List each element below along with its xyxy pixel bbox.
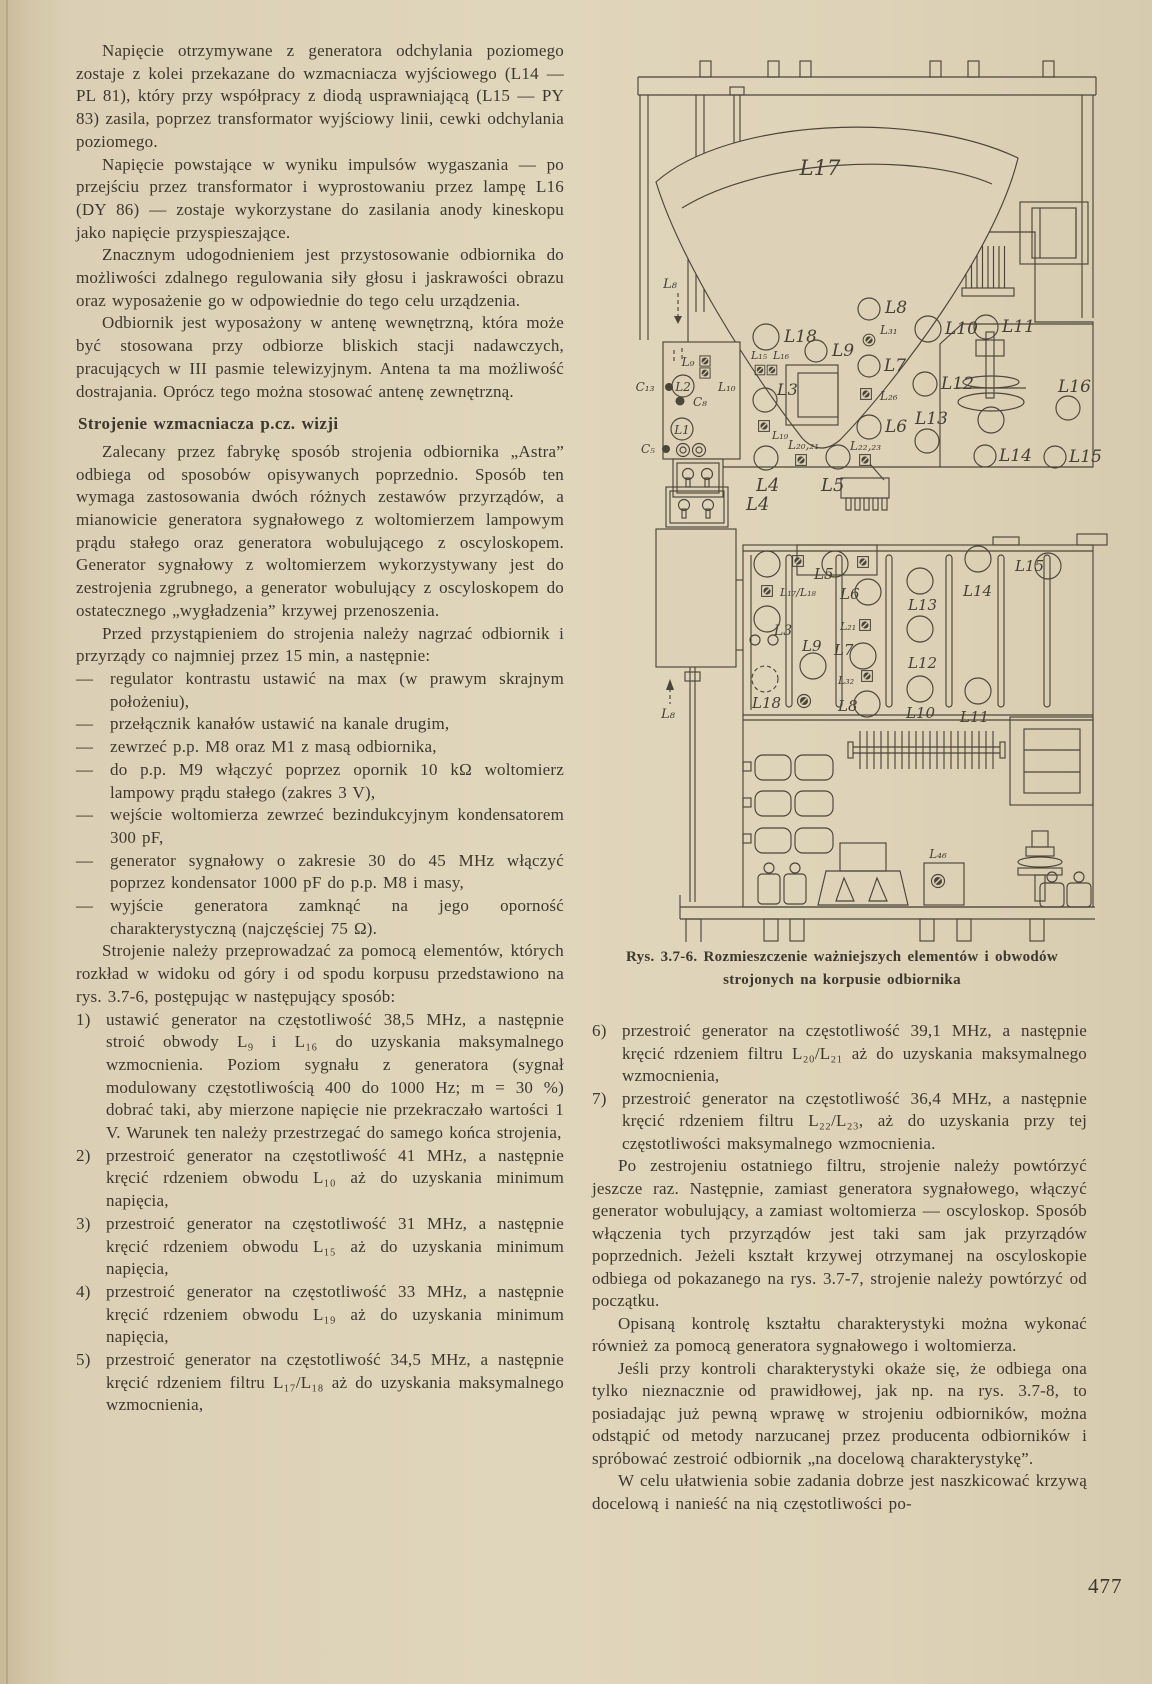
component-label: L₁₇/L₁₈ — [780, 586, 816, 599]
paragraph: W celu ułatwienia sobie zadania dobrze jest naszkicować krzywą docelową i nanieść na nią częstotliwości po- — [592, 1471, 1087, 1513]
component-label: L3 — [777, 380, 798, 399]
list-marker: 5) — [76, 1350, 91, 1370]
page-number: 477 — [1088, 1574, 1123, 1598]
component-label: L9 — [802, 637, 822, 655]
paragraph-group-right — [592, 1155, 1087, 1515]
component-label: L13 — [915, 409, 948, 429]
figure-rys-3-7-6 — [588, 50, 1110, 942]
paragraph: Strojenie należy przeprowadzać za pomocą elementów, których rozkład w widoku od góry i od spodu korpusu przedstawiono na rys. 3.7-6, postępując w następujący sposób: — [76, 941, 564, 1006]
component-label: L10 — [945, 319, 978, 339]
list-item — [76, 1213, 564, 1281]
list-text: przestroić generator na częstotliwość 31 MHz, a następnie kręcić rdzeniem obwodu L₁₅ aż do uzyskania minimum napięcia, — [106, 1213, 564, 1279]
list-text: regulator kontrastu ustawić na max (w prawym skrajnym położeniu), — [110, 668, 564, 711]
chassis-diagram — [588, 50, 1110, 942]
list-text: przestroić generator na częstotliwość 33 MHz, a następnie kręcić rdzeniem obwodu L₁₉ aż do uzyskania minimum napięcia, — [106, 1281, 564, 1347]
list-item — [76, 1281, 564, 1349]
component-label: L5 — [814, 565, 834, 583]
component-label: L14 — [999, 446, 1032, 466]
list-marker: — — [76, 850, 94, 870]
component-label: L12 — [941, 374, 974, 394]
list-marker: — — [76, 714, 94, 734]
component-label: L15 — [1069, 447, 1102, 467]
component-label: L1 — [674, 423, 690, 437]
component-label: L₈ — [661, 707, 675, 722]
component-label: L13 — [908, 596, 938, 614]
component-label: L₁₆ — [773, 349, 790, 362]
component-label: L10 — [906, 704, 936, 722]
component-label: L3 — [774, 623, 793, 639]
list-text: przestroić generator na częstotliwość 41 MHz, a następnie kręcić rdzeniem obwodu L₁₀ aż do uzyskania minimum napięcia, — [106, 1145, 564, 1211]
component-label: L₉ — [681, 355, 695, 369]
component-label: L₂₀,₂₁ — [788, 438, 820, 452]
numbered-list-6-7 — [592, 1020, 1087, 1155]
list-text: ustawić generator na częstotliwość 38,5 MHz, a następnie stroić obwody L₉ i L₁₆ do uzyskania maksymalnego wzmocnienia. Poziom sygnału z generatora (sygnał modulowany częstotliwością 400 do 1000 Hz; m = 30 %) dobrać taki, aby mierzone napięcie nie przekraczało wartości 1 V. Warunek ten należy przestrzegać do samego końca strojenia, — [106, 1009, 564, 1143]
component-label: C₅ — [641, 442, 655, 456]
figure-caption-line2: strojonych na korpusie odbiornika — [723, 972, 961, 988]
component-label: L16 — [1058, 377, 1091, 397]
component-label: L14 — [963, 582, 993, 600]
component-label: C₈ — [693, 395, 707, 409]
component-label: L8 — [838, 697, 858, 715]
component-label: L4 — [746, 494, 770, 515]
paragraph: Jeśli przy kontroli charakterystyki okaże się, że odbiega ona tylko nieznacznie od prawidłowej, jak np. na rys. 3.7-8, to posiadając już pewną wprawę w strojeniu odbiorników, można odstąpić od metody narzucanej przez producenta odbiorników i spróbować zestroić odbiornik „na docelową charakterystykę”. — [592, 1358, 1087, 1468]
component-label: L2 — [675, 380, 691, 394]
list-item — [76, 850, 564, 895]
list-item — [76, 668, 564, 713]
component-label: C₁₃ — [635, 380, 655, 394]
list-item — [76, 1349, 564, 1417]
right-column — [592, 1020, 1087, 1515]
list-item — [592, 1020, 1087, 1088]
list-marker: 7) — [592, 1088, 607, 1108]
list-marker: — — [76, 805, 94, 825]
list-text: przestroić generator na częstotliwość 36,4 MHz, a następnie kręcić rdzeniem filtru L₂₂/L₂₃, aż do uzyskania przy tej częstotliwości maksymalnego wzmocnienia. — [622, 1088, 1087, 1153]
component-label: L₁₉ — [772, 429, 789, 442]
list-text: do p.p. M9 włączyć poprzez opornik 10 kΩ woltomierz lampowy prądu stałego (zakres 3 V), — [110, 759, 564, 802]
list-text: przestroić generator na częstotliwość 39,1 MHz, a następnie kręcić rdzeniem filtru L₂₀/L₂₁ aż do uzyskania maksymalnego wzmocnienia, — [622, 1021, 1087, 1085]
list-marker: 3) — [76, 1213, 91, 1233]
paragraph: Zalecany przez fabrykę sposób strojenia odbiornika „Astra” odbiega od sposobów opisywanych poprzednio. Sposób ten wymaga zastosowania dwóch różnych zestawów przyrządów, a mianowicie generatora sygnałowego z woltomierzem lampowym prądu stałego oraz generatora wobulującego z oscyloskopem. Generator sygnałowy z woltomierzem wykorzystywany jest do zestrojenia zgrubnego, a generator wobulujący z oscyloskopem do ostatecznego „wygładzenia” krzywej przenoszenia. — [76, 441, 564, 620]
component-label: L₁₀ — [718, 380, 736, 394]
list-marker: 6) — [592, 1021, 607, 1040]
paragraph: Napięcie powstające w wyniku impulsów wygaszania — po przejściu przez transformator i wyprostowaniu przez lampę L16 (DY 86) — zostaje wykorzystane do zasilania anody kineskopu jako napięcie przyspieszające. — [76, 154, 564, 242]
component-label: L15 — [1015, 557, 1045, 575]
component-label: L18 — [784, 327, 817, 347]
paragraph: Znacznym udogodnieniem jest przystosowanie odbiornika do możliwości zdalnego regulowania siły głosu i jaskrawości obrazu oraz wyposażenie go w odpowiednie do tego celu urządzenia. — [76, 245, 564, 310]
list-marker: — — [76, 759, 94, 779]
component-label: L6 — [885, 417, 908, 437]
list-text: generator sygnałowy o zakresie 30 do 45 MHz włączyć poprzez kondensator 1000 pF do p.p. M8 i masy, — [110, 850, 564, 893]
component-label: L4 — [756, 475, 780, 496]
list-text: zewrzeć p.p. M8 oraz M1 z masą odbiornika, — [110, 737, 437, 757]
paragraph-group-top — [76, 40, 564, 403]
figure-caption — [596, 946, 1088, 992]
component-label: L₂₁ — [840, 620, 857, 633]
paragraph-group-mid — [76, 441, 564, 668]
list-marker: 1) — [76, 1009, 91, 1029]
component-label: L6 — [840, 585, 860, 603]
dash-list — [76, 668, 564, 940]
figure-caption-line1: Rys. 3.7-6. Rozmieszczenie ważniejszych elementów i obwodów — [625, 949, 1058, 965]
list-text: przełącznik kanałów ustawić na kanale drugim, — [110, 714, 450, 734]
component-label: L₁₅ — [751, 349, 768, 362]
numbered-list-1-5 — [76, 1009, 564, 1418]
paragraph: Odbiornik jest wyposażony w antenę wewnętrzną, która może być stosowana przy odbiorze bliskich stacji nadawczych, pracujących w III pasmie telewizyjnym. Antena ta ma możliwość dostrajania. Oprócz tego można stosować antenę zewnętrzną. — [76, 313, 564, 401]
left-column — [76, 40, 564, 1417]
component-label: L7 — [834, 641, 854, 659]
paragraph: Po zestrojeniu ostatniego filtru, strojenie należy powtórzyć jeszcze raz. Następnie, zamiast generatora sygnałowego, włączyć generator wobulujący, a zamiast woltomierza — oscyloskop. Sposób włączenia tych przyrządów jest taki sam jak przyrządów poprzednich. Jeżeli kształt krzywej otrzymanej na oscyloskopie odbiega od pokazanego na rys. 3.7-7, strojenie należy powtórzyć od początku. — [592, 1156, 1087, 1310]
component-label: L18 — [752, 694, 782, 712]
component-label: L₃₁ — [880, 323, 898, 337]
component-label: L7 — [884, 356, 907, 376]
list-text: wejście woltomierza zewrzeć bezindukcyjnym kondensatorem 300 pF, — [110, 805, 564, 847]
list-item — [76, 804, 564, 849]
list-text: wyjście generatora zamknąć na jego oporność charakterystyczną (najczęściej 75 Ω). — [110, 896, 564, 938]
paragraph: Opisaną kontrolę kształtu charakterystyki można wykonać również za pomocą generatora sygnałowego i woltomierza. — [592, 1313, 1087, 1355]
list-text: przestroić generator na częstotliwość 34,5 MHz, a następnie kręcić rdzeniem filtru L₁₇/L₁₈ aż do uzyskania maksymalnego wzmocnienia, — [106, 1350, 564, 1415]
component-label: L11 — [1002, 317, 1035, 337]
list-marker: — — [76, 737, 94, 757]
paragraph: Napięcie otrzymywane z generatora odchylania poziomego zostaje z kolei przekazane do wzmacniacza wyjściowego (L14 — PL 81), który przy współpracy z diodą usprawniającą (L15 — PY 83) zasila, poprzez transformator wyjściowy linii, cewki odchylania poziomego. — [76, 41, 564, 151]
component-label: L5 — [821, 475, 845, 496]
component-label: L₈ — [663, 277, 677, 292]
component-label: L₄₆ — [929, 847, 947, 861]
component-label: L₂₆ — [880, 389, 898, 403]
list-marker: — — [76, 896, 94, 916]
list-item — [76, 1009, 564, 1145]
component-label: L₂₂,₂₃ — [850, 439, 882, 453]
list-item — [76, 895, 564, 940]
list-item — [76, 713, 564, 736]
component-label: L9 — [832, 341, 855, 361]
paragraph: Przed przystąpieniem do strojenia należy nagrzać odbiornik i przyrządy co najmniej przez 15 min, a następnie: — [76, 623, 564, 666]
component-label: L11 — [960, 708, 990, 726]
component-label: L₃₂ — [838, 674, 855, 687]
list-marker: 2) — [76, 1145, 91, 1165]
component-label: L8 — [885, 298, 908, 318]
list-item — [76, 1145, 564, 1213]
component-label: L17 — [799, 156, 841, 180]
list-item — [592, 1088, 1087, 1156]
list-marker: — — [76, 668, 94, 688]
list-marker: 4) — [76, 1281, 91, 1301]
section-heading: Strojenie wzmacniacza p.cz. wizji — [78, 414, 339, 434]
list-item — [76, 736, 564, 759]
component-label: L12 — [908, 654, 938, 672]
list-item — [76, 759, 564, 804]
figure-bottom-view — [656, 487, 1107, 942]
